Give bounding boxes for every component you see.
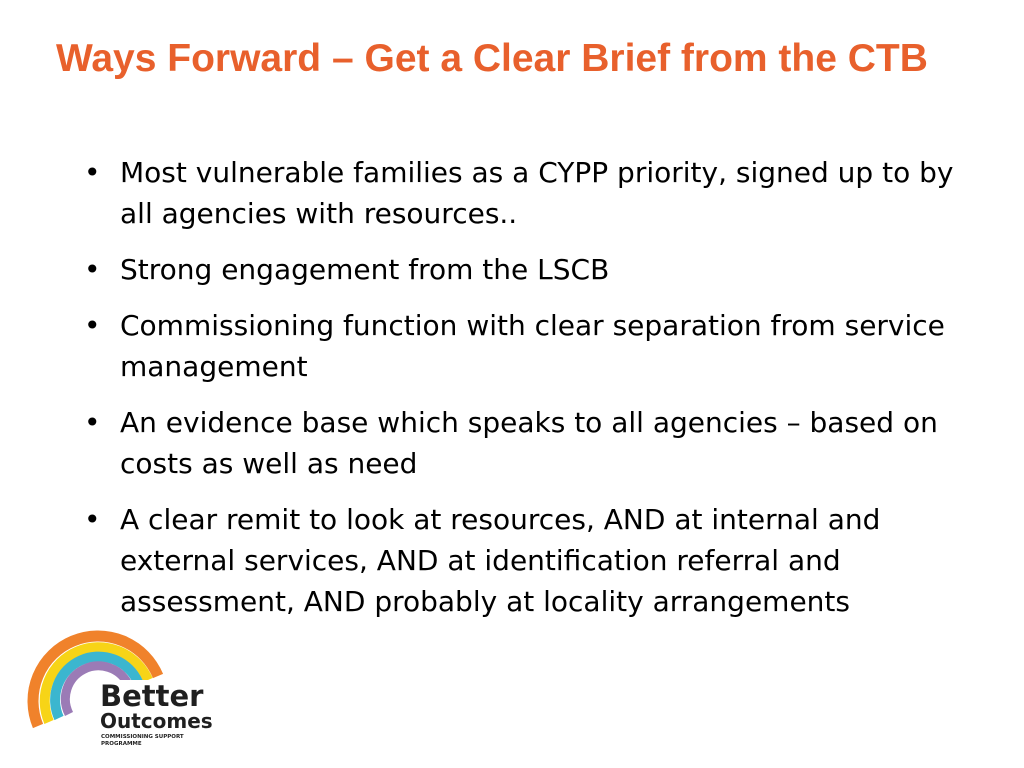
slide-title: Ways Forward – Get a Clear Brief from the CTB: [56, 37, 928, 80]
bullet-text: Most vulnerable families as a CYPP priority, signed up to by all agencies with resources..: [120, 156, 954, 230]
logo-line-commissioning: COMMISSIONING SUPPORT: [101, 734, 184, 740]
better-outcomes-logo: [26, 608, 216, 753]
bullet-dot: •: [84, 309, 101, 342]
bullet-text: Commissioning function with clear separation from service management: [120, 309, 945, 383]
bullet-item: [84, 249, 984, 290]
bullet-text: An evidence base which speaks to all agencies – based on costs as well as need: [120, 406, 938, 480]
bullet-text: A clear remit to look at resources, AND at internal and external services, AND at identification referral and assessment, AND probably at locality arrangements: [120, 503, 881, 618]
bullet-dot: •: [84, 156, 101, 189]
bullet-list: [84, 152, 984, 637]
bullet-dot: •: [84, 253, 101, 286]
bullet-item: [84, 152, 984, 234]
bullet-dot: •: [84, 503, 101, 536]
logo-line-outcomes: Outcomes: [100, 709, 213, 733]
bullet-item: [84, 499, 984, 622]
bullet-item: [84, 305, 984, 387]
bullet-dot: •: [84, 406, 101, 439]
logo-line-better: Better: [100, 679, 204, 713]
logo-line-programme: PROGRAMME: [101, 741, 142, 747]
bullet-item: [84, 402, 984, 484]
bullet-text: Strong engagement from the LSCB: [120, 253, 610, 286]
